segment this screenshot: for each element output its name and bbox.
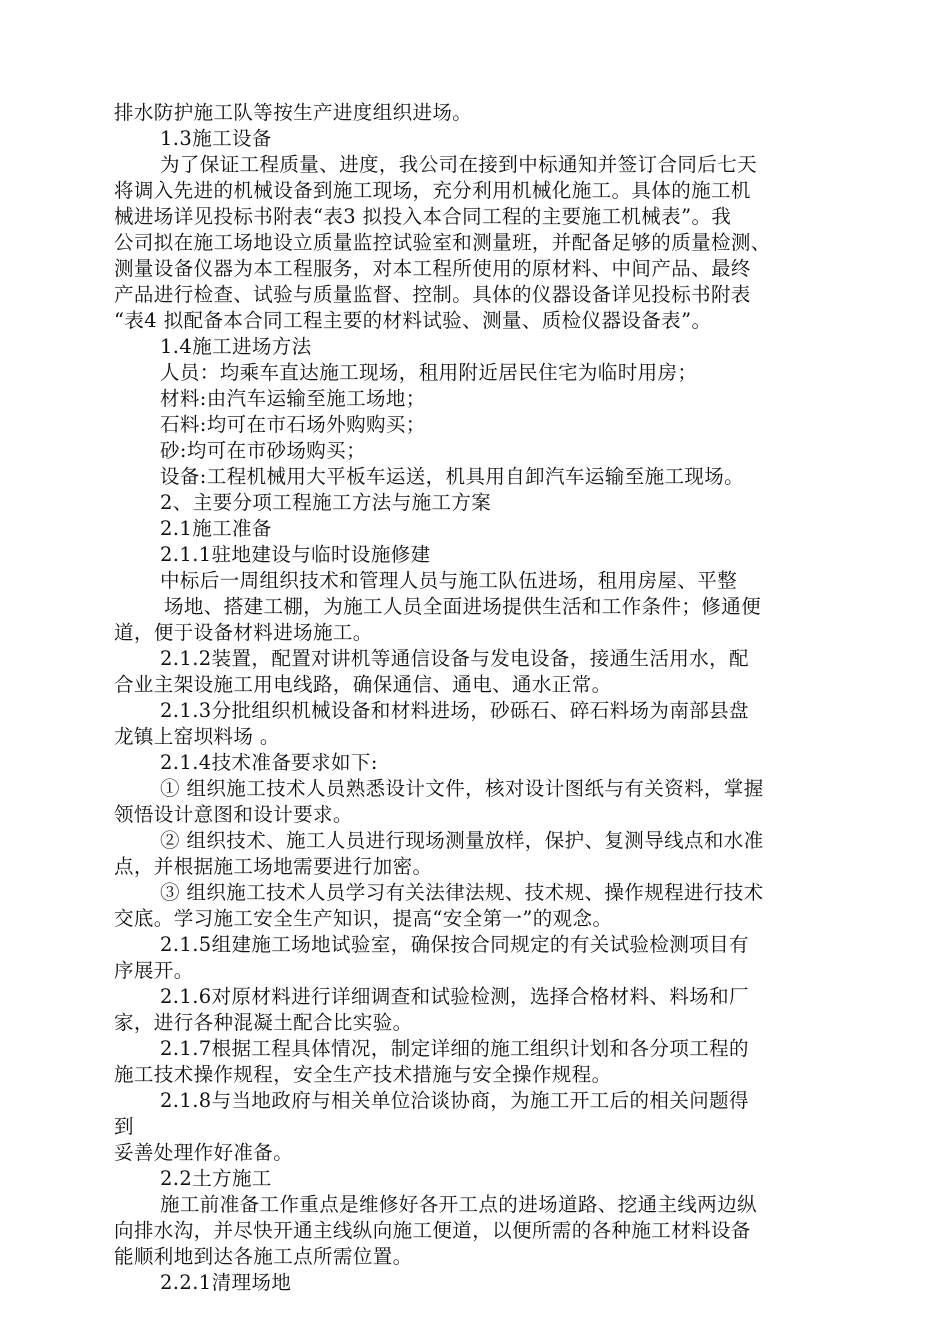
text-line: 排水防护施工队等按生产进度组织进场。 bbox=[114, 101, 473, 124]
text-line: 2.1.6对原材料进行详细调查和试验检测，选择合格材料、料场和厂 bbox=[160, 985, 749, 1008]
text-line: 材料:由汽车运输至施工场地； bbox=[160, 387, 426, 410]
text-line: “表4 拟配备本合同工程主要的材料试验、测量、质检仪器设备表”。 bbox=[114, 309, 712, 332]
text-line: 中标后一周组织技术和管理人员与施工队伍进场，租用房屋、平整 bbox=[160, 569, 738, 592]
text-line: 妥善处理作好准备。 bbox=[114, 1141, 294, 1164]
text-line: 测量设备仪器为本工程服务，对本工程所使用的原材料、中间产品、最终 bbox=[114, 257, 751, 280]
text-line: 2.1.8与当地政府与相关单位洽谈协商，为施工开工后的相关问题得 bbox=[160, 1089, 749, 1112]
text-line: 合业主架设施工用电线路，确保通信、通电、通水正常。 bbox=[114, 673, 612, 696]
text-line: 交底。学习施工安全生产知识，提高“安全第一”的观念。 bbox=[114, 907, 613, 930]
text-line: ② 组织技术、施工人员进行现场测量放样，保护、复测导线点和水准 bbox=[160, 829, 764, 852]
text-line: 械进场详见投标书附表“表3 拟投入本合同工程的主要施工机械表”。我 bbox=[114, 205, 732, 228]
text-line: 到 bbox=[114, 1115, 134, 1138]
text-line: ③ 组织施工技术人员学习有关法律法规、技术规、操作规程进行技术 bbox=[160, 881, 764, 904]
section-heading: 2.1.4技术准备要求如下: bbox=[160, 751, 378, 774]
text-line: 2.1.2装置，配置对讲机等通信设备与发电设备，接通生活用水，配 bbox=[160, 647, 749, 670]
text-line: 点，并根据施工场地需要进行加密。 bbox=[114, 855, 433, 878]
text-line: 向排水沟，并尽快开通主线纵向施工便道，以便所需的各种施工材料设备 bbox=[114, 1219, 751, 1242]
section-heading: 1.3施工设备 bbox=[160, 127, 272, 150]
text-line: 道，便于设备材料进场施工。 bbox=[114, 621, 373, 644]
text-line: 2.1.3分批组织机械设备和材料进场，砂砾石、碎石料场为南部县盘 bbox=[160, 699, 749, 722]
text-line: 领悟设计意图和设计要求。 bbox=[114, 803, 353, 826]
text-line: 龙镇上窑坝料场 。 bbox=[114, 725, 280, 748]
text-line: 人员：均乘车直达施工现场，租用附近居民住宅为临时用房； bbox=[160, 361, 698, 384]
text-line: 家，进行各种混凝土配合比实验。 bbox=[114, 1011, 413, 1034]
text-line: 2.1.5组建施工场地试验室，确保按合同规定的有关试验检测项目有 bbox=[160, 933, 749, 956]
text-line: ① 组织施工技术人员熟悉设计文件，核对设计图纸与有关资料，掌握 bbox=[160, 777, 764, 800]
text-line: 公司拟在施工场地设立质量监控试验室和测量班，并配备足够的质量检测、 bbox=[114, 231, 771, 254]
text-line: 序展开。 bbox=[114, 959, 194, 982]
text-line: 施工前准备工作重点是维修好各开工点的进场道路、挖通主线两边纵 bbox=[160, 1193, 758, 1216]
section-heading: 2.1施工准备 bbox=[160, 517, 272, 540]
text-line: 将调入先进的机械设备到施工现场，充分利用机械化施工。具体的施工机 bbox=[114, 179, 751, 202]
section-heading: 2.2.1清理场地 bbox=[160, 1271, 292, 1294]
text-line: 能顺利地到达各施工点所需位置。 bbox=[114, 1245, 413, 1268]
text-line: 设备:工程机械用大平板车运送，机具用自卸汽车运输至施工现场。 bbox=[160, 465, 745, 488]
text-line: 产品进行检查、试验与质量监督、控制。具体的仪器设备详见投标书附表 bbox=[114, 283, 751, 306]
section-heading: 2、主要分项工程施工方法与施工方案 bbox=[160, 491, 492, 514]
section-heading: 2.1.1驻地建设与临时设施修建 bbox=[160, 543, 431, 566]
section-heading: 1.4施工进场方法 bbox=[160, 335, 312, 358]
text-line: 砂:均可在市砂场购买； bbox=[160, 439, 366, 462]
text-line: 石料:均可在市石场外购购买； bbox=[160, 413, 426, 436]
text-line: 场地、搭建工棚，为施工人员全面进场提供生活和工作条件；修通便 bbox=[164, 595, 762, 618]
text-line: 为了保证工程质量、进度，我公司在接到中标通知并签订合同后七天 bbox=[160, 153, 758, 176]
section-heading: 2.2土方施工 bbox=[160, 1167, 272, 1190]
text-line: 施工技术操作规程，安全生产技术措施与安全操作规程。 bbox=[114, 1063, 612, 1086]
text-line: 2.1.7根据工程具体情况，制定详细的施工组织计划和各分项工程的 bbox=[160, 1037, 749, 1060]
